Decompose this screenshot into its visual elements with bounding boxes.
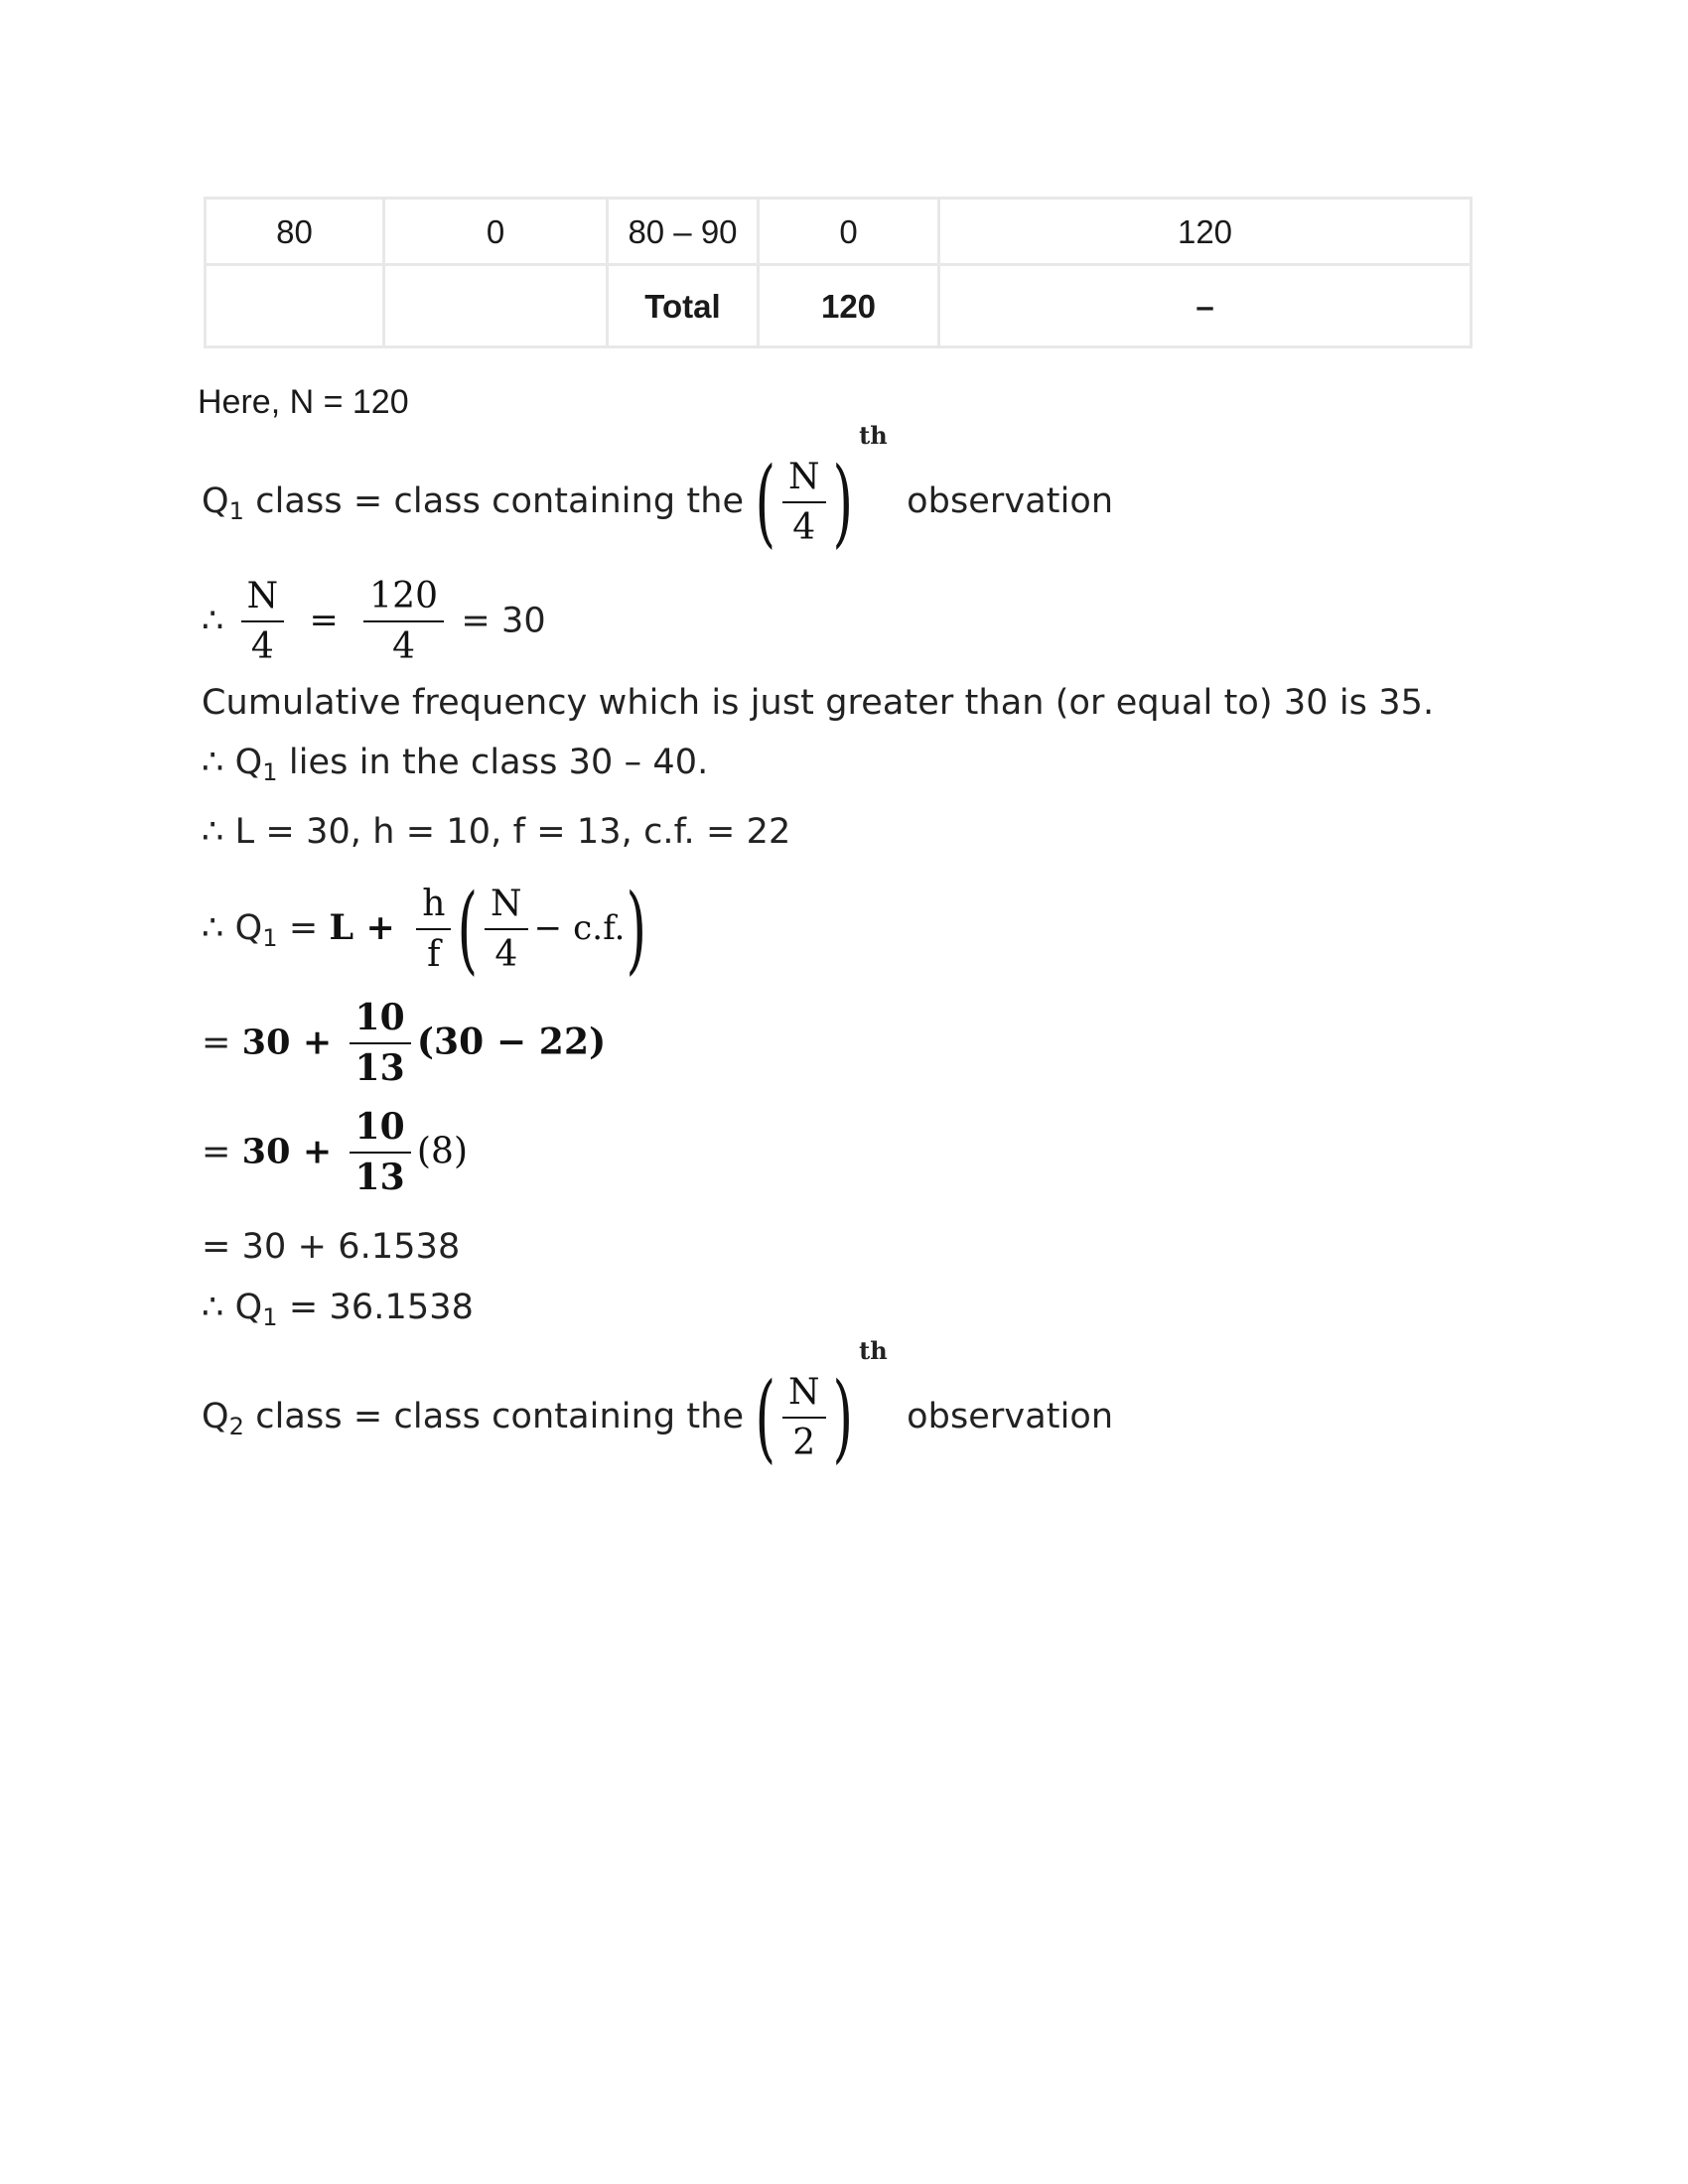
- 10-over-13-fraction: $\frac{10}{13}$: [350, 1107, 411, 1199]
- 120-over-4-fraction: $\frac{120}{4}$: [363, 576, 444, 668]
- table-cell: 0: [384, 199, 608, 265]
- table-cell: –: [939, 265, 1472, 347]
- table-cell: 120: [939, 199, 1472, 265]
- q1-lies-line: ∴ $Q_1$ lies in the class 30 – 40.: [202, 743, 709, 786]
- table-cell: 0: [759, 199, 939, 265]
- q1-class-text: class = class containing the: [255, 481, 745, 521]
- n-over-4-fraction: $\frac{N}{4}$: [241, 576, 285, 668]
- cumulative-frequency-line: Cumulative frequency which is just greater than (or equal to) 30 is 35.: [202, 683, 1435, 723]
- table-row: [206, 199, 1472, 265]
- h-over-f-fraction: $\frac{h}{f}$: [416, 884, 451, 976]
- step1-line: = 30 + $\frac{10}{13}$ (30 − 22): [202, 997, 607, 1090]
- table-cell: [384, 265, 608, 347]
- here-n-line: Here, N = 120: [198, 383, 409, 421]
- formula-l: L +: [329, 907, 395, 948]
- step3-line: = 30 + 6.1538: [202, 1227, 461, 1267]
- table-cell: 80 – 90: [608, 199, 759, 265]
- observation-text: observation: [907, 481, 1114, 521]
- step2-line: = 30 + $\frac{10}{13}$ (8): [202, 1106, 469, 1199]
- q2-class-line: $Q_2$ class = class containing the ( $\frac{N}{2}$ )th observation: [202, 1336, 1114, 1473]
- total-value: 120: [759, 265, 939, 347]
- table-cell: 80: [206, 199, 384, 265]
- q1-label: $Q_1$: [202, 481, 245, 525]
- th-superscript: th: [859, 421, 888, 450]
- n-over-4-fraction: $\frac{N}{4}$: [782, 457, 826, 549]
- q1-formula-line: ∴ $Q_1 = L$ + $\frac{h}{f}$ ( $\frac{N}{4}$ − c.f.): [202, 874, 646, 985]
- observation-text: observation: [907, 1397, 1114, 1436]
- frequency-table: [204, 197, 1473, 348]
- table-cell: [206, 265, 384, 347]
- q2-label: $Q_2$: [202, 1397, 245, 1440]
- 10-over-13-fraction: $\frac{10}{13}$: [350, 998, 411, 1090]
- n-over-4-fraction: $\frac{N}{4}$: [485, 884, 528, 976]
- th-superscript: th: [859, 1336, 888, 1365]
- parameters-line: ∴ L = 30, h = 10, f = 13, c.f. = 22: [202, 812, 791, 852]
- q1-result-line: ∴ $Q_1 = 36.1538$: [202, 1288, 474, 1331]
- table-row-total: [206, 265, 1472, 347]
- n4-calc-line: ∴ $\frac{N}{4}$ = $\frac{120}{4}$ = 30: [202, 576, 546, 668]
- q1-class-line: $Q_1$ class = class containing the ( $\frac{N}{4}$ )th observation: [202, 421, 1114, 558]
- q2-class-text: class = class containing the: [255, 1397, 745, 1436]
- n-over-2-fraction: $\frac{N}{2}$: [782, 1372, 826, 1464]
- total-label: Total: [608, 265, 759, 347]
